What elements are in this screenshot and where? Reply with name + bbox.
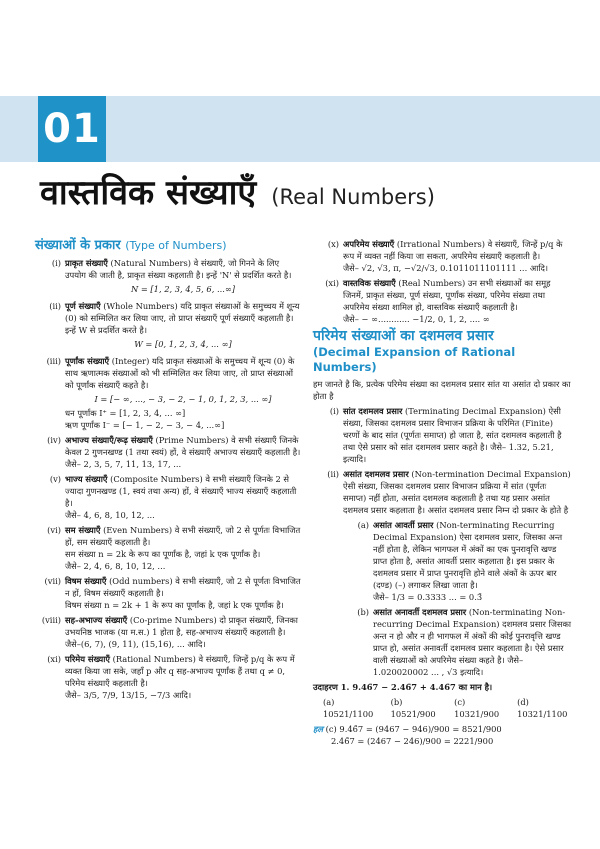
- solution-line-2: 2.46̄7 = (2467 − 246)/900 = 2221/900: [331, 736, 494, 746]
- chapter-title-english: (Real Numbers): [271, 185, 435, 209]
- list-item: (i) सांत दशमलव प्रसार (Terminating Decimal Expansion) ऐसी संख्या, जिसका दशमलव प्रसार विभाजन प्रक्रिया के परिमित (Finite) चरणों के बाद सांत (पूर्णतः समाप्त) हो जाता है, सांत दशमलव कहलाती है तथा ऐसे प्रसार को सांत दशमलव प्रसार कहते है। जैसे– 1.32, 5.21, इत्यादि।: [329, 406, 562, 464]
- list-item: (iii) पूर्णांक संख्याएँ (Integer) यदि प्राकृत संख्याओं के समुच्चय में शून्य (0) के साथ ऋणात्मक संख्याओं को भी सम्मिलित कर लिया जाए, तो प्राप्त संख्याओं को पूर्णांक संख्याएँ कहते है। I = [− ∞, ..., − 3, − 2, − 1, 0, 1, 2, 3, ... ∞] धन पूर्णांक I⁺ = [1, 2, 3, 4, ... ∞] ऋण पूर्णांक I⁻ = [− 1, − 2, − 3, − 4, ...∞]: [46, 356, 295, 430]
- left-column: [35, 238, 301, 704]
- sub-item: (b) असांत अनावर्ती दशमलव प्रसार (Non-terminating Non-recurring Decimal Expansion) दशमलव प्रसार जिसका अन्त न हो और न ही भागफल में अंकों की कोई पुनरावृत्ति खण्ड प्राप्त हो, असांत अनावर्ती दशमलव प्रसार कहलाता है। ऐसे प्रसार वाली संख्याओं को अपरिमेय संख्या कहते है। जैसे–1.020020002 ... , √3 इत्यादि।: [357, 607, 572, 677]
- list-item: (vi) सम संख्याएँ (Even Numbers) वे सभी संख्याएँ, जो 2 से पूर्णतः विभाजित हों, सम संख्याएँ कहलाती है। सम संख्या n = 2k के रूप का पूर्णांक है, जहां k एक पूर्णांक है। जैसे– 2, 4, 6, 8, 10, 12, ...: [47, 525, 301, 571]
- chapter-title: [40, 168, 580, 214]
- chapter-title-hindi: वास्तविक संख्याएँ: [40, 173, 257, 213]
- solution: [313, 723, 571, 747]
- example-title: उदाहरण 1. 9.46̄7 − 2.46̄7 + 4.46̄7 का मान है।: [313, 682, 493, 692]
- section-subheading-decimal: (Decimal Expansion of Rational Numbers): [313, 345, 516, 374]
- option-c: (c) 10321/900: [454, 697, 500, 719]
- list-item: (iv) अभाज्य संख्याएँ/रूढ़ संख्याएँ (Prime Numbers) वे सभी संख्याएँ जिनके केवल 2 गुणनखण्ड (1 तथा स्वयं) हों, वे संख्याएँ अभाज्य संख्याएँ कहलाती है। जैसे– 2, 3, 5, 7, 11, 13, 17, ...: [47, 435, 301, 469]
- section-heading-types: संख्याओं के प्रकार (Type of Numbers): [35, 238, 227, 253]
- right-column: [313, 238, 571, 747]
- list-item: (xi) परिमेय संख्याएँ (Rational Numbers) वे संख्याएँ, जिन्हें p/q के रूप में व्यक्त किया जा सके, जहाँ p और q सह-अभाज्य पूर्णांक हैं तथा q ≠ 0, परिमेय संख्याएँ कहलाती है। जैसे– 3/5, 7/9, 13/15, −7/3 आदि।: [47, 654, 295, 700]
- intro-text: हम जानते है कि, प्रत्येक परिमेय संख्या का दशमलव प्रसार सांत या असांत दो प्रकार का होता है: [313, 379, 571, 401]
- list-item: (xi) वास्तविक संख्याएँ (Real Numbers) उन सभी संख्याओं का समूह जिनमें, प्राकृत संख्या, पूर्ण संख्या, पूर्णांक संख्या, परिमेय संख्या तथा अपरिमेय संख्या शामिल हो, वास्तविक संख्याएँ कहलाती है। जैसे– − ∞............ −1/2, 0, 1, 2, .... ∞: [325, 278, 551, 324]
- list-item: (viii) सह-अभाज्य संख्याएँ (Co-prime Numbers) दो प्राकृत संख्याएँ, जिनका उभयनिष्ठ भाजक (या म.स.) 1 होता है, सह-अभाज्य संख्याएँ कहलाती है। जैसे–(6, 7), (9, 11), (15,16), ... आदि।: [41, 615, 298, 649]
- list-item: (v) भाज्य संख्याएँ (Composite Numbers) वे सभी संख्याएँ जिनके 2 से ज्यादा गुणनखण्ड (1, स्वयं तथा अन्य) हों, वे संख्याएँ भाज्य संख्याएँ कहलाती है। जैसे– 4, 6, 8, 10, 12, ...: [49, 474, 297, 520]
- list-item: (ii) पूर्ण संख्याएँ (Whole Numbers) यदि प्राकृत संख्याओं के समुच्चय में शून्य (0) को सम्मिलित कर लिया जाए, तो प्राप्त संख्याएँ पूर्ण संख्याएँ कहलाती है। इन्हें W से प्रदर्शित करते है। W = [0, 1, 2, 3, 4, ... ∞]: [49, 301, 300, 349]
- sub-item: (a) असांत आवर्ती प्रसार (Non-terminating Recurring Decimal Expansion) ऐसा दशमलव प्रसार, जिसका अन्त नहीं होता है, लेकिन भागफल में अंकों का एक पुनरावृत्ति खण्ड प्राप्त होता है, असांत आवर्ती प्रसार कहलाता है। इस प्रकार के दशमलव प्रसार में प्राप्त पुनरावृत्ति होने वाले अंकों के ऊपर बार (दण्ड) (–) लगाकर लिखा जाता है। जैसे– 1/3 = 0.3333 ... = 0.3̄: [357, 520, 563, 602]
- option-a: (a) 10521/1100: [323, 697, 374, 719]
- section-heading-decimal: परिमेय संख्याओं का दशमलव प्रसार: [313, 328, 494, 344]
- example-options: [323, 696, 571, 720]
- list-item: (ii) असांत दशमलव प्रसार (Non-termination Decimal Expansion) ऐसी संख्या, जिसका दशमलव प्रसार विभाजन प्रक्रिया में सांत (पूर्णतः समाप्त) नहीं होता, असांत दशमलव कहलाती है तथा यह प्रसार असांत दशमलव प्रसार कहलाता है। असांत दशमलव प्रसार निम्न दो प्रकार के होते है: [327, 469, 571, 515]
- list-item: (vii) विषम संख्याएँ (Odd numbers) वे सभी संख्याएँ, जो 2 से पूर्णतः विभाजित न हों, विषम संख्याएँ कहलाती है। विषम संख्या n = 2k + 1 के रूप का पूर्णांक है, जहां k एक पूर्णांक है।: [44, 576, 301, 610]
- chapter-number: 01: [38, 96, 106, 162]
- solution-label: हल: [313, 724, 324, 734]
- option-d: (d) 10321/1100: [517, 697, 568, 719]
- solution-line-1: (c) 9.46̄7 = (9467 − 946)/900 = 8521/900: [325, 724, 502, 734]
- list-item: (x) अपरिमेय संख्याएँ (Irrational Numbers) वे संख्याएँ, जिन्हें p/q के रूप में व्यक्त नहीं किया जा सकता, अपरिमेय संख्याएँ कहलाती है। जैसे– √2, √3, π, −√2/√3, 0.1011011101111 ... आदि।: [327, 239, 563, 273]
- option-b: (b) 10521/900: [390, 697, 436, 719]
- list-item: (i) प्राकृत संख्याएँ (Natural Numbers) वे संख्याएँ, जो गिनने के लिए उपयोग की जाती है, प्राकृत संख्या कहलाती है। इन्हें 'N' से प्रदर्शित करते है। N = [1, 2, 3, 4, 5, 6, ...∞]: [51, 258, 292, 294]
